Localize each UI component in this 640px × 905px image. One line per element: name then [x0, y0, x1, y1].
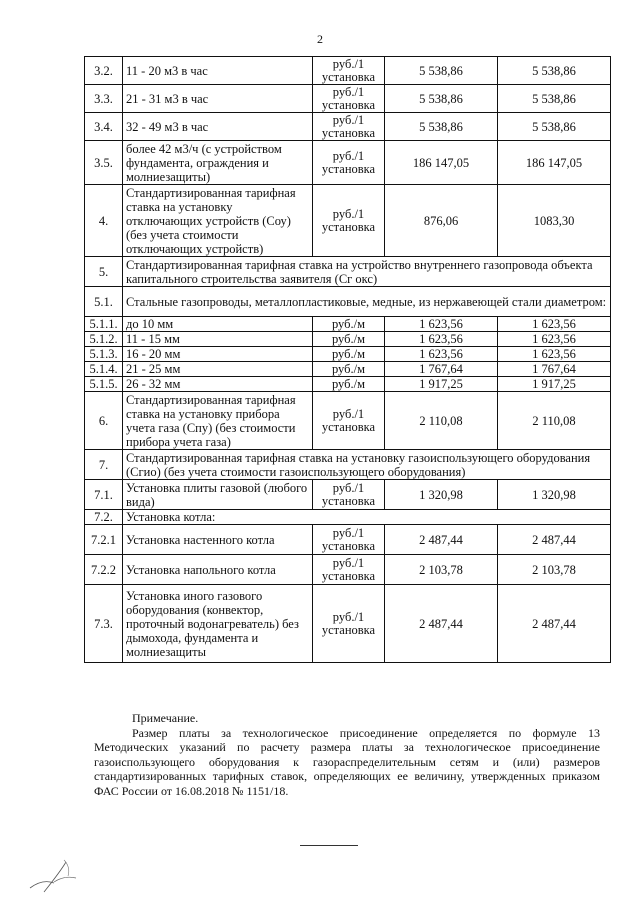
separator-line [300, 845, 358, 846]
row-description: 11 - 15 мм [123, 332, 313, 347]
row-description: Стандартизированная тарифная ставка на установку прибора учета газа (Спу) (без стоимости прибора учета газа) [123, 392, 313, 450]
row-description: Установка котла: [123, 510, 611, 525]
row-value-2: 1 320,98 [498, 480, 611, 510]
row-value-2: 1 623,56 [498, 317, 611, 332]
page-number: 2 [317, 32, 323, 46]
row-value-1: 186 147,05 [385, 141, 498, 185]
row-description: 32 - 49 м3 в час [123, 113, 313, 141]
tariff-table [84, 56, 611, 663]
row-number: 3.5. [85, 141, 123, 185]
table-row [85, 480, 611, 510]
table-row [85, 185, 611, 257]
row-value-2: 2 110,08 [498, 392, 611, 450]
row-description: Стальные газопроводы, металлопластиковые, медные, из нержавеющей стали диаметром: [123, 287, 611, 317]
row-number: 7.2.1 [85, 525, 123, 555]
row-value-1: 876,06 [385, 185, 498, 257]
row-number: 5.1. [85, 287, 123, 317]
row-value-1: 1 623,56 [385, 317, 498, 332]
row-number: 7.2. [85, 510, 123, 525]
note-text: Размер платы за технологическое присоединение определяется по формуле 13 Методических указаний по расчету размера платы за технологическое присоединение газоиспользующего оборудования к газораспределительным сетям и (или) размеров стандартизированных тарифных ставок, определяющих ее величину, утвержденных приказом ФАС России от 16.08.2018 № 1151/18. [94, 725, 600, 798]
row-description: 16 - 20 мм [123, 347, 313, 362]
row-number: 3.2. [85, 57, 123, 85]
row-unit: руб./1 установка [313, 525, 385, 555]
table-row [85, 85, 611, 113]
row-number: 3.3. [85, 85, 123, 113]
table-row [85, 317, 611, 332]
note-title: Примечание. [132, 711, 199, 725]
table-row [85, 141, 611, 185]
row-description: более 42 м3/ч (с устройством фундамента, ограждения и молниезащиты) [123, 141, 313, 185]
row-description: 21 - 31 м3 в час [123, 85, 313, 113]
row-value-2: 1 623,56 [498, 347, 611, 362]
row-description: Стандартизированная тарифная ставка на установку газоиспользующего оборудования (Сгио) (без учета стоимости газоиспользующего оборудования) [123, 450, 611, 480]
row-value-1: 1 623,56 [385, 347, 498, 362]
row-number: 5.1.2. [85, 332, 123, 347]
row-number: 5.1.4. [85, 362, 123, 377]
row-unit: руб./1 установка [313, 57, 385, 85]
row-description: до 10 мм [123, 317, 313, 332]
row-value-1: 1 767,64 [385, 362, 498, 377]
row-unit: руб./1 установка [313, 480, 385, 510]
row-value-1: 1 917,25 [385, 377, 498, 392]
row-number: 7.3. [85, 585, 123, 663]
row-unit: руб./м [313, 347, 385, 362]
row-unit: руб./1 установка [313, 585, 385, 663]
row-number: 7.2.2 [85, 555, 123, 585]
row-value-1: 2 103,78 [385, 555, 498, 585]
row-number: 7. [85, 450, 123, 480]
signature-mark [24, 852, 94, 896]
row-description: Установка иного газового оборудования (конвектор, проточный водонагреватель) без дымохода, фундамента и молниезащиты [123, 585, 313, 663]
row-unit: руб./1 установка [313, 392, 385, 450]
row-unit: руб./1 установка [313, 141, 385, 185]
row-description: Установка напольного котла [123, 555, 313, 585]
row-unit: руб./1 установка [313, 555, 385, 585]
row-value-2: 1 767,64 [498, 362, 611, 377]
row-number: 5.1.5. [85, 377, 123, 392]
row-number: 5.1.3. [85, 347, 123, 362]
row-unit: руб./м [313, 377, 385, 392]
row-value-2: 2 103,78 [498, 555, 611, 585]
table-row [85, 525, 611, 555]
row-value-1: 1 623,56 [385, 332, 498, 347]
table-row [85, 585, 611, 663]
row-value-2: 1 917,25 [498, 377, 611, 392]
row-value-1: 5 538,86 [385, 85, 498, 113]
table-row [85, 287, 611, 317]
row-number: 4. [85, 185, 123, 257]
row-value-2: 1083,30 [498, 185, 611, 257]
table-row [85, 510, 611, 525]
row-unit: руб./м [313, 317, 385, 332]
tariff-table-body [85, 57, 611, 663]
row-value-2: 2 487,44 [498, 585, 611, 663]
row-number: 7.1. [85, 480, 123, 510]
row-value-1: 2 487,44 [385, 525, 498, 555]
note-block [94, 711, 600, 798]
row-description: Стандартизированная тарифная ставка на установку отключающих устройств (Соу) (без учета стоимости отключающих устройств) [123, 185, 313, 257]
table-row [85, 555, 611, 585]
row-unit: руб./1 установка [313, 85, 385, 113]
row-description: Установка плиты газовой (любого вида) [123, 480, 313, 510]
row-unit: руб./м [313, 362, 385, 377]
table-row [85, 113, 611, 141]
row-value-2: 1 623,56 [498, 332, 611, 347]
table-row [85, 332, 611, 347]
row-value-2: 186 147,05 [498, 141, 611, 185]
row-value-1: 2 110,08 [385, 392, 498, 450]
row-value-1: 5 538,86 [385, 113, 498, 141]
row-number: 5.1.1. [85, 317, 123, 332]
row-unit: руб./1 установка [313, 185, 385, 257]
row-value-2: 2 487,44 [498, 525, 611, 555]
row-value-2: 5 538,86 [498, 85, 611, 113]
table-row [85, 362, 611, 377]
table-row [85, 57, 611, 85]
row-description: 26 - 32 мм [123, 377, 313, 392]
row-number: 6. [85, 392, 123, 450]
row-number: 5. [85, 257, 123, 287]
row-value-2: 5 538,86 [498, 113, 611, 141]
row-value-1: 5 538,86 [385, 57, 498, 85]
table-row [85, 257, 611, 287]
table-row [85, 377, 611, 392]
table-row [85, 347, 611, 362]
row-unit: руб./1 установка [313, 113, 385, 141]
row-value-1: 2 487,44 [385, 585, 498, 663]
row-unit: руб./м [313, 332, 385, 347]
row-description: 21 - 25 мм [123, 362, 313, 377]
row-description: 11 - 20 м3 в час [123, 57, 313, 85]
table-row [85, 450, 611, 480]
row-value-1: 1 320,98 [385, 480, 498, 510]
table-row [85, 392, 611, 450]
row-number: 3.4. [85, 113, 123, 141]
row-description: Установка настенного котла [123, 525, 313, 555]
row-value-2: 5 538,86 [498, 57, 611, 85]
row-description: Стандартизированная тарифная ставка на устройство внутреннего газопровода объекта капитального строительства заявителя (Сг окс) [123, 257, 611, 287]
